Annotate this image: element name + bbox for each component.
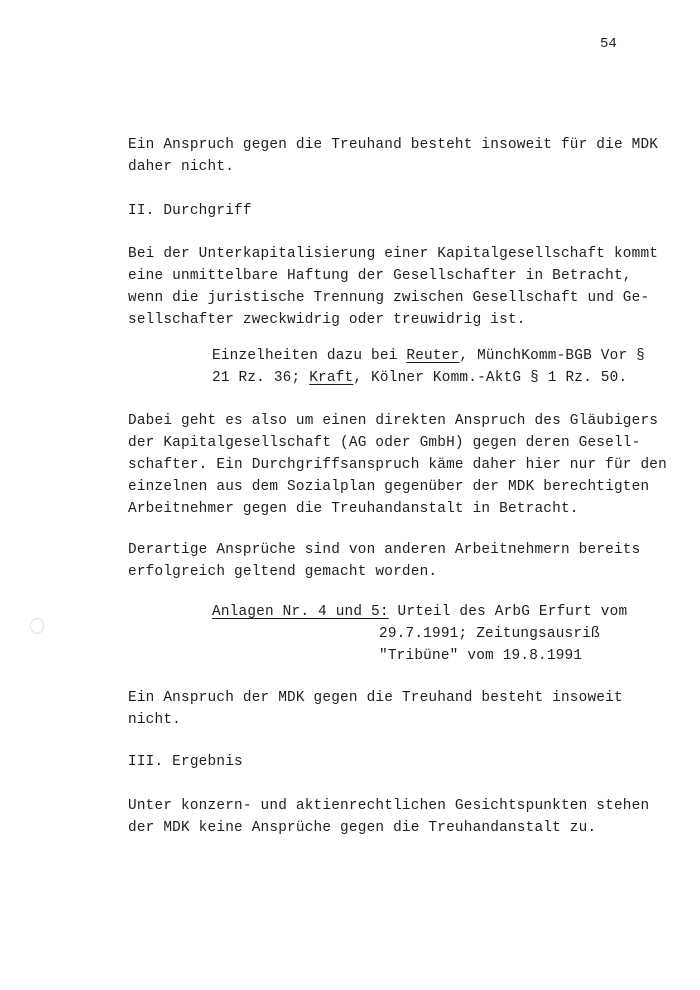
citation-text: Einzelheiten dazu bei [212, 348, 407, 364]
annex-line: "Tribüne" vom 19.8.1991 [379, 648, 583, 664]
citation-author-reuter: Reuter [406, 348, 460, 364]
text-line: der Kapitalgesellschaft (AG oder GmbH) gegen deren Gesell- [128, 435, 641, 451]
citation-text: , MünchKomm-BGB Vor § [459, 348, 645, 364]
text-line: eine unmittelbare Haftung der Gesellschafter in Betracht, [128, 268, 632, 284]
annex-line [212, 602, 627, 622]
text-line: der MDK keine Ansprüche gegen die Treuhandanstalt zu. [128, 820, 597, 836]
text-line: Arbeitnehmer gegen die Treuhandanstalt in Betracht. [128, 501, 579, 517]
citation-text: , Kölner Komm.-AktG § 1 Rz. 50. [353, 370, 628, 386]
text-line: Unter konzern- und aktienrechtlichen Gesichtspunkten stehen [128, 798, 650, 814]
text-line: Derartige Ansprüche sind von anderen Arbeitnehmern bereits [128, 542, 641, 558]
text-line: Bei der Unterkapitalisierung einer Kapitalgesellschaft kommt [128, 246, 659, 262]
text-line: sellschafter zweckwidrig oder treuwidrig ist. [128, 312, 526, 328]
text-line: erfolgreich geltend gemacht worden. [128, 564, 438, 580]
citation-line [212, 346, 645, 366]
page-number: 54 [600, 36, 617, 52]
text-line: nicht. [128, 712, 182, 728]
section-heading-durchgriff: II. Durchgriff [128, 203, 252, 219]
citation-text: 21 Rz. 36; [212, 370, 310, 386]
annex-text: Urteil des ArbG Erfurt vom [388, 604, 628, 620]
text-line: wenn die juristische Trennung zwischen Gesellschaft und Ge- [128, 290, 650, 306]
annex-line: 29.7.1991; Zeitungsausriß [379, 626, 600, 642]
citation-author-kraft: Kraft [309, 370, 354, 386]
text-line: daher nicht. [128, 159, 235, 175]
text-line: Ein Anspruch gegen die Treuhand besteht insoweit für die MDK [128, 137, 659, 153]
scan-artifact [30, 618, 44, 634]
annex-label: Anlagen Nr. 4 und 5: [212, 604, 389, 620]
citation-line [212, 368, 627, 388]
text-line: einzelnen aus dem Sozialplan gegenüber der MDK berechtigten [128, 479, 650, 495]
text-line: Dabei geht es also um einen direkten Anspruch des Gläubigers [128, 413, 659, 429]
text-line: Ein Anspruch der MDK gegen die Treuhand besteht insoweit [128, 690, 623, 706]
text-line: schafter. Ein Durchgriffsanspruch käme daher hier nur für den [128, 457, 667, 473]
section-heading-ergebnis: III. Ergebnis [128, 754, 243, 770]
